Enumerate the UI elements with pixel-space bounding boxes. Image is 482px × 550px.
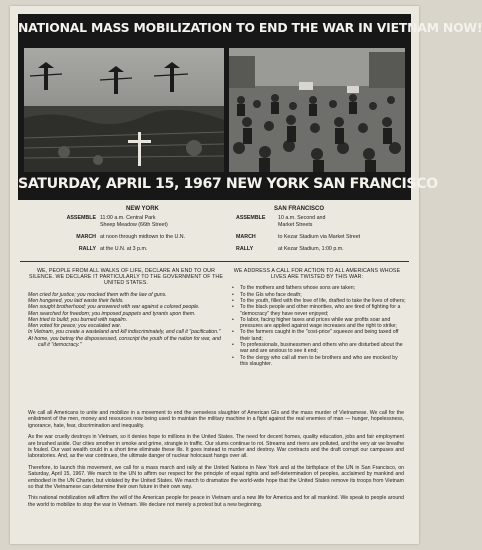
bullet-icon: •: [232, 291, 234, 298]
row-value: to Kezar Stadium via Market Street: [278, 234, 361, 240]
city-name: NEW YORK: [126, 206, 159, 212]
bullet-icon: •: [232, 285, 234, 292]
list-item: Men tried to build; you burned with napalm.: [28, 316, 128, 323]
paragraph: As the war cruelly destroys in Vietnam, so it denies hope to millions in the United States. The need for decent homes, quality education, jobs and fair employment are brushed aside. Our cities smother in smoke and grime, strangle in traffic. Our slums continue to rot. Streams and rivers are polluted, and the very air we breathe is fouled. Our vast wealth could in a short time eliminate these ills. It goes instead to murder and destroy. War contracts and the draft corrupt our campuses and laboratories. And, as the war continues, the ultimate danger of nuclear holocaust hangs over all.: [28, 434, 404, 460]
row-value: 11:00 a.m. Central Park Sheep Meadow (66th Street): [100, 215, 168, 228]
call-to-action-column: [228, 268, 406, 367]
list-item: At home, you betray the dispossessed, conscript the youth of the nation for war, and call it "democracy.": [28, 335, 221, 348]
bullet-icon: •: [232, 329, 234, 336]
declaration-list: [28, 292, 224, 349]
paragraph: This national mobilization will affirm the will of the American people for peace in Vietnam and a new life for America and for all mankind. We speak to people around the world to mobilize to stop the war in Vietnam. We declare not merely a protest but a new beginning.: [28, 495, 404, 508]
paragraph: Therefore, to launch this movement, we call for a mass march and rally at the United Nations in New York and at the birthplace of the UN in San Francisco, on Saturday, April 15, 1967. We march to the UN to affirm our respect for the principle of equal rights and self-determination of peoples, acclaimed by mankind and embodied in the UN Charter, but violated by the United States. We march to dramatize the world-wide hope that the United States remove its troops from Vietnam so that the Vietnamese can determine their own future in their own way.: [28, 464, 404, 491]
bullet-icon: •: [232, 298, 234, 304]
list-item: • To professionals, businessmen and others who are disturbed about the war and are anxious to see it end;: [232, 342, 403, 355]
row-label: MARCH: [236, 234, 256, 240]
assemble-row: [34, 215, 224, 229]
list-item: Men voted for peace; you escalated war.: [28, 323, 122, 330]
declaration-heading: WE, PEOPLE FROM ALL WALKS OF LIFE, DECLARE AN END TO OUR SILENCE. WE DECLARE IT PARTICULARLY TO THE GOVERNMENT OF THE UNITED STATES.: [29, 268, 223, 287]
body-text: [28, 410, 404, 513]
new-york-details: [34, 206, 224, 253]
protest-march-illustration: [229, 48, 405, 172]
banner: [18, 14, 482, 200]
call-to-action-list: [228, 285, 406, 367]
row-label: ASSEMBLE: [236, 215, 266, 221]
list-item: • To the clergy who call all men to be brothers and who are mocked by this slaughter.: [232, 354, 398, 367]
row-label: MARCH: [76, 234, 96, 240]
dateline: SATURDAY, APRIL 15, 1967 NEW YORK SAN FRANCISCO: [18, 176, 438, 192]
row-value: 10 a.m. Second and Market Streets: [278, 215, 326, 228]
list-item: • To the GIs who face death;: [232, 291, 302, 298]
city-name: SAN FRANCISCO: [274, 206, 325, 212]
village-bombing-photo: [24, 48, 224, 172]
march-row: [236, 234, 411, 241]
list-item: • To the youth, filled with the love of life, drafted to take the lives of others;: [232, 298, 406, 304]
assemble-row: [236, 215, 411, 229]
row-label: RALLY: [236, 246, 254, 252]
list-item: Men hungered, you laid waste their fields.: [28, 297, 124, 304]
san-francisco-details: [236, 206, 411, 253]
row-value: at noon through midtown to the U.N.: [100, 234, 186, 240]
list-item: Men cried for justice; you mocked them with the law of guns.: [28, 291, 167, 298]
list-item: • To the farmers caught in the "cost-price" squeeze and being taxed off their land;: [232, 329, 399, 342]
declaration-column: [28, 268, 224, 348]
row-value: at the U.N. at 3 p.m.: [100, 246, 148, 252]
bullet-icon: •: [232, 316, 234, 323]
list-item: Men sought brotherhood; you answered with war against a colored people.: [28, 304, 200, 311]
protest-march-photo: [229, 48, 405, 172]
list-item: In Vietnam, you create a wasteland and kill indiscriminately, and call it "pacification.": [28, 329, 221, 336]
list-item: • To the black people and other minorities, who are tired of fighting for a "democracy" they have never enjoyed;: [232, 304, 401, 317]
list-item: • To the mothers and fathers whose sons are taken;: [232, 285, 356, 292]
paragraph: We call all Americans to unite and mobilize in a movement to end the senseless slaughter of American GIs and the mass murder of Vietnamese. We call for the enlistment of the men, money and resources now being used to maintain the military machine in a fight against the real enemies of man — hunger, hopelessness, ignorance, hate, fear, discrimination and inequality.: [28, 410, 404, 429]
rally-row: [236, 246, 411, 253]
march-row: [34, 234, 224, 241]
bullet-icon: •: [232, 304, 234, 311]
list-item: Men searched for freedom; you imposed puppets and tyrants upon them.: [28, 310, 196, 317]
bullet-icon: •: [232, 342, 234, 349]
row-label: RALLY: [78, 246, 96, 252]
village-bombing-illustration: [24, 48, 224, 172]
list-item: • To labor, facing higher taxes and prices while war profits soar and pressures are applied against wage increases and the right to strike;: [232, 316, 397, 330]
flyer-sheet: [10, 6, 482, 544]
divider: [20, 261, 409, 262]
row-label: ASSEMBLE: [66, 215, 96, 221]
call-to-action-heading: WE ADDRESS A CALL FOR ACTION TO ALL AMERICANS WHOSE LIVES ARE TWISTED BY THIS WAR:: [233, 268, 401, 281]
headline: NATIONAL MASS MOBILIZATION TO END THE WAR IN VIETNAM NOW!: [18, 20, 482, 35]
rally-row: [34, 246, 224, 253]
row-value: at Kezar Stadium, 1:00 p.m.: [278, 246, 344, 252]
bullet-icon: •: [232, 354, 234, 361]
